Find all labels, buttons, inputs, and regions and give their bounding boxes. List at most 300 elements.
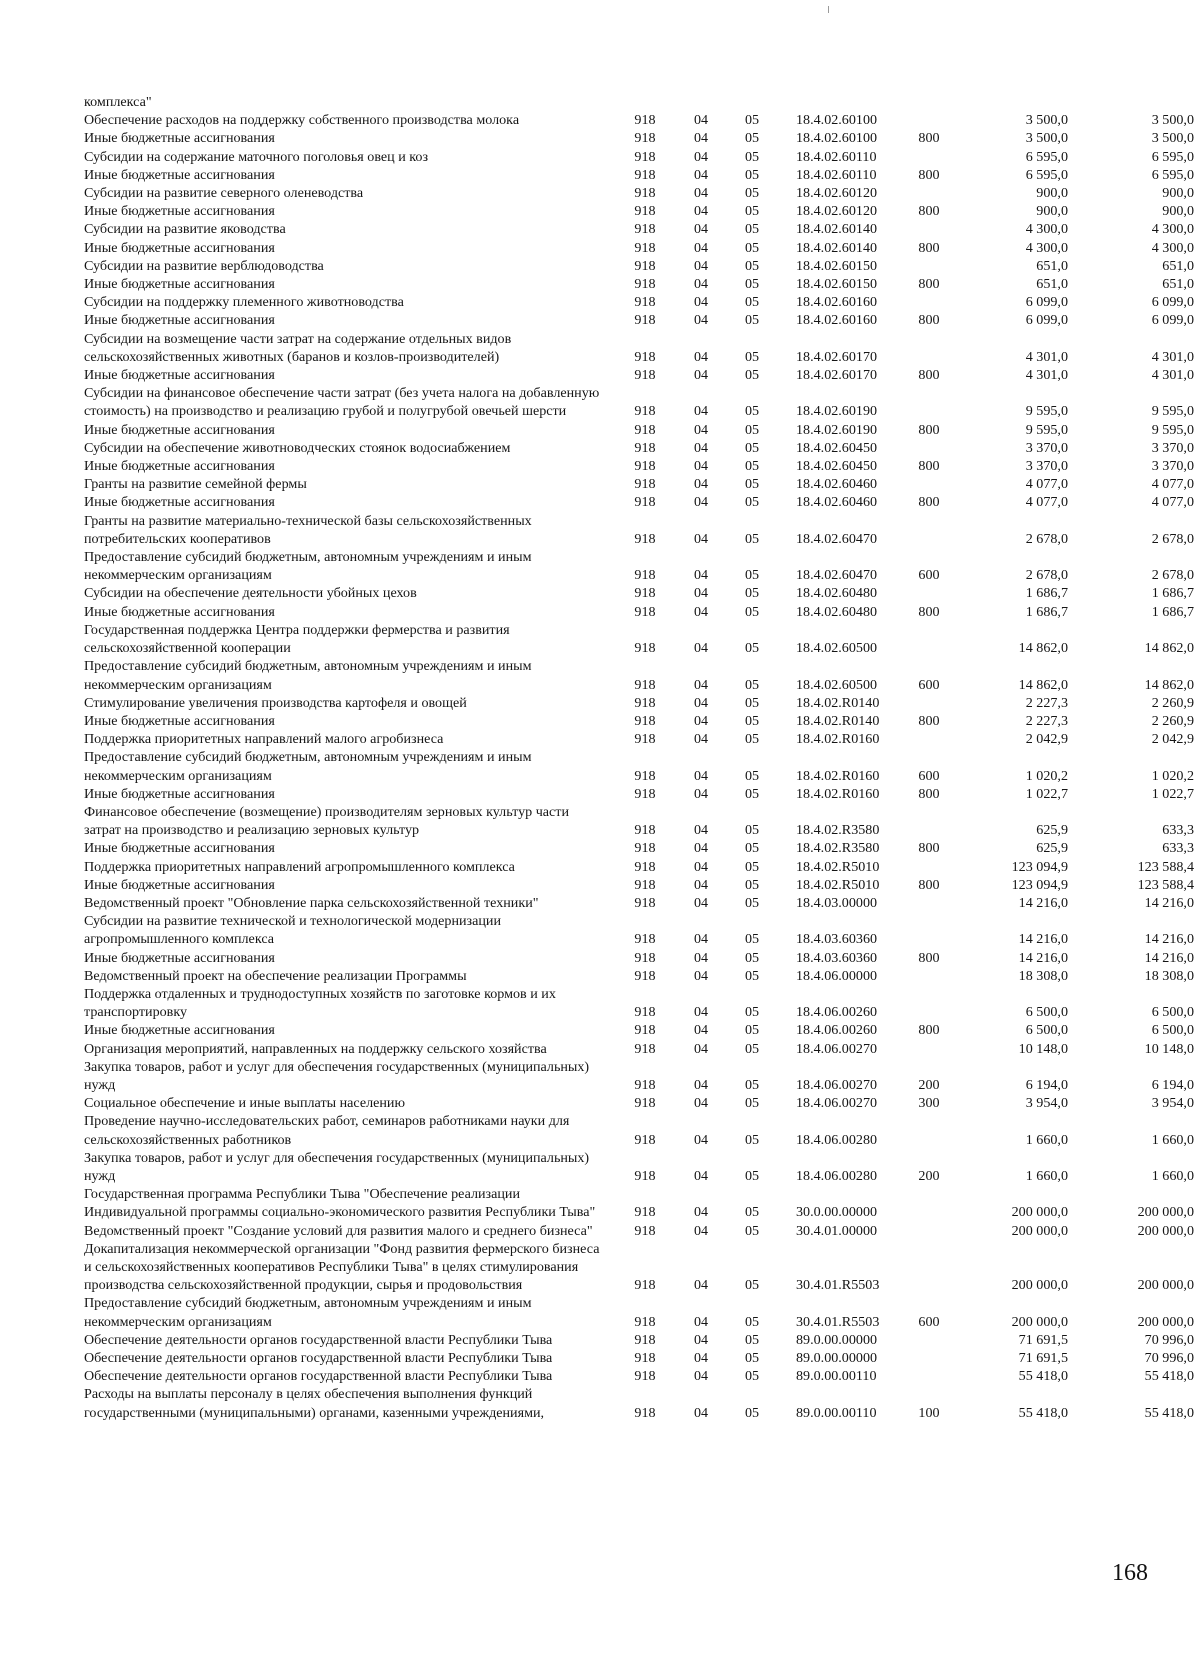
- row-target-article: 18.4.02.60470: [796, 530, 878, 547]
- row-target-article: 18.4.02.60500: [796, 676, 878, 693]
- row-ministry-code: 918: [634, 130, 656, 147]
- row-amount-year-2: 10 148,0: [1144, 1040, 1194, 1057]
- row-name: Иные бюджетные ассигнования: [84, 421, 275, 438]
- row-amount-year-1: 625,9: [1036, 840, 1068, 857]
- row-section-code: 04: [693, 949, 709, 966]
- row-amount-year-2: 4 077,0: [1151, 494, 1194, 511]
- row-subsection-code: 05: [744, 312, 760, 329]
- row-subsection-code: 05: [744, 676, 760, 693]
- row-amount-year-2: 70 996,0: [1144, 1350, 1194, 1367]
- row-amount-year-2: 2 260,9: [1151, 712, 1194, 729]
- table-row: [84, 129, 1194, 147]
- row-target-article: 18.4.02.60110: [796, 148, 877, 165]
- table-row: [84, 657, 1194, 693]
- row-ministry-code: 918: [634, 294, 656, 311]
- row-expense-type: [902, 293, 956, 311]
- row-section-code: 04: [693, 1404, 709, 1421]
- row-target-article: 18.4.02.60170: [796, 348, 878, 365]
- row-expense-type: [902, 621, 956, 657]
- row-section-code: 04: [693, 148, 709, 165]
- row-ministry-code: [614, 93, 676, 111]
- row-target-article: 18.4.02.60140: [796, 221, 878, 238]
- row-section-code: 04: [693, 1131, 709, 1148]
- row-ministry-code: 918: [634, 1404, 656, 1421]
- row-amount-year-2: 6 595,0: [1151, 148, 1194, 165]
- row-target-article: 18.4.02.R0160: [796, 731, 880, 748]
- row-amount-year-1: 9 595,0: [1025, 403, 1068, 420]
- row-section-code: 04: [693, 876, 709, 893]
- row-subsection-code: 05: [744, 1277, 760, 1294]
- row-expense-type: 600: [918, 676, 940, 693]
- row-name: Субсидии на поддержку племенного животноводства: [84, 294, 404, 311]
- row-amount-year-1: 55 418,0: [1018, 1368, 1068, 1385]
- row-section-code: 04: [693, 130, 709, 147]
- row-expense-type: [902, 912, 956, 948]
- row-target-article: 18.4.02.60190: [796, 421, 878, 438]
- row-section-code: [676, 93, 726, 111]
- row-expense-type: 800: [918, 840, 940, 857]
- row-expense-type: 600: [918, 767, 940, 784]
- row-section-code: 04: [693, 567, 709, 584]
- row-name: Предоставление субсидий бюджетным, автономным учреждениям и иным некоммерческим организациям: [84, 658, 532, 693]
- row-subsection-code: 05: [744, 494, 760, 511]
- row-name: комплекса": [84, 94, 152, 110]
- row-amount-year-2: 1 020,2: [1151, 767, 1194, 784]
- row-expense-type: 800: [918, 712, 940, 729]
- row-target-article: 18.4.02.60150: [796, 257, 878, 274]
- row-ministry-code: 918: [634, 676, 656, 693]
- row-target-article: 18.4.06.00270: [796, 1076, 878, 1093]
- row-section-code: 04: [693, 348, 709, 365]
- row-section-code: 04: [693, 239, 709, 256]
- row-target-article: 18.4.02.60450: [796, 439, 878, 456]
- budget-table: [84, 93, 1194, 1422]
- row-ministry-code: 918: [634, 185, 656, 202]
- row-target-article: 30.0.00.00000: [796, 1204, 878, 1221]
- row-expense-type: [902, 384, 956, 420]
- row-name: Иные бюджетные ассигнования: [84, 276, 275, 293]
- row-name: Иные бюджетные ассигнования: [84, 876, 275, 893]
- row-amount-year-1: 3 954,0: [1025, 1095, 1068, 1112]
- row-section-code: 04: [693, 894, 709, 911]
- row-subsection-code: 05: [744, 1167, 760, 1184]
- row-section-code: 04: [693, 530, 709, 547]
- row-amount-year-2: 2 678,0: [1151, 567, 1194, 584]
- row-amount-year-1: 4 077,0: [1025, 476, 1068, 493]
- row-section-code: 04: [693, 967, 709, 984]
- row-section-code: 04: [693, 1040, 709, 1057]
- table-row: [84, 712, 1194, 730]
- table-row: [84, 275, 1194, 293]
- table-row: [84, 1021, 1194, 1039]
- row-ministry-code: 918: [634, 1368, 656, 1385]
- row-ministry-code: 918: [634, 530, 656, 547]
- row-amount-year-1: 14 216,0: [1018, 931, 1068, 948]
- row-name: Иные бюджетные ассигнования: [84, 603, 275, 620]
- row-expense-type: [902, 858, 956, 876]
- row-expense-type: [902, 257, 956, 275]
- row-subsection-code: 05: [744, 567, 760, 584]
- row-section-code: 04: [693, 694, 709, 711]
- row-ministry-code: 918: [634, 949, 656, 966]
- row-expense-type: 800: [918, 130, 940, 147]
- row-section-code: 04: [693, 221, 709, 238]
- row-subsection-code: 05: [744, 840, 760, 857]
- row-expense-type: [902, 803, 956, 839]
- row-amount-year-2: [1074, 93, 1194, 111]
- table-row: [84, 985, 1194, 1021]
- row-target-article: 18.4.02.R3580: [796, 840, 880, 857]
- row-ministry-code: 918: [634, 239, 656, 256]
- row-name: Субсидии на развитие северного оленеводства: [84, 185, 364, 202]
- row-expense-type: [902, 967, 956, 985]
- row-name: Обеспечение расходов на поддержку собственного производства молока: [84, 112, 520, 129]
- row-section-code: 04: [693, 767, 709, 784]
- row-subsection-code: 05: [744, 221, 760, 238]
- row-ministry-code: 918: [634, 458, 656, 475]
- row-ministry-code: 918: [634, 1040, 656, 1057]
- row-amount-year-1: 6 099,0: [1025, 312, 1068, 329]
- row-name: Иные бюджетные ассигнования: [84, 203, 275, 220]
- row-amount-year-1: [956, 93, 1074, 111]
- row-target-article: 18.4.02.60460: [796, 476, 878, 493]
- row-section-code: 04: [693, 276, 709, 293]
- row-section-code: 04: [693, 1350, 709, 1367]
- row-name: Субсидии на возмещение части затрат на содержание отдельных видов сельскохозяйственных животных (баранов и козлов-производителей): [84, 330, 512, 365]
- row-expense-type: 200: [918, 1076, 940, 1093]
- row-subsection-code: 05: [744, 1331, 760, 1348]
- row-subsection-code: 05: [744, 294, 760, 311]
- row-section-code: 04: [693, 166, 709, 183]
- table-row: [84, 894, 1194, 912]
- row-section-code: 04: [693, 676, 709, 693]
- row-target-article: 30.4.01.R5503: [796, 1313, 880, 1330]
- row-expense-type: [902, 512, 956, 548]
- row-section-code: 04: [693, 476, 709, 493]
- row-amount-year-2: 6 595,0: [1151, 166, 1194, 183]
- row-amount-year-1: 2 227,3: [1025, 712, 1068, 729]
- table-row: [84, 421, 1194, 439]
- row-target-article: 18.4.02.60110: [796, 166, 877, 183]
- row-amount-year-2: 4 077,0: [1151, 476, 1194, 493]
- row-subsection-code: 05: [744, 1404, 760, 1421]
- row-ministry-code: 918: [634, 221, 656, 238]
- table-row: [84, 1240, 1194, 1295]
- row-amount-year-1: 9 595,0: [1025, 421, 1068, 438]
- row-amount-year-2: 3 500,0: [1151, 112, 1194, 129]
- row-target-article: 18.4.02.60480: [796, 585, 878, 602]
- row-target-article: 18.4.06.00280: [796, 1131, 878, 1148]
- row-amount-year-1: 10 148,0: [1018, 1040, 1068, 1057]
- row-amount-year-2: 14 216,0: [1144, 949, 1194, 966]
- row-amount-year-2: 1 660,0: [1151, 1131, 1194, 1148]
- row-amount-year-1: 4 301,0: [1025, 367, 1068, 384]
- row-name: Субсидии на обеспечение животноводческих стоянок водосиабжением: [84, 439, 511, 456]
- row-subsection-code: 05: [744, 767, 760, 784]
- table-row: [84, 166, 1194, 184]
- row-expense-type: 800: [918, 785, 940, 802]
- row-expense-type: 800: [918, 494, 940, 511]
- row-amount-year-2: 900,0: [1162, 185, 1194, 202]
- table-row: [84, 1185, 1194, 1221]
- row-amount-year-1: 625,9: [1036, 822, 1068, 839]
- row-target-article: 18.4.02.60160: [796, 294, 878, 311]
- row-target-article: 18.4.02.R5010: [796, 876, 880, 893]
- row-target-article: 18.4.03.60360: [796, 949, 878, 966]
- row-amount-year-2: 123 588,4: [1137, 876, 1194, 893]
- row-target-article: 18.4.02.60120: [796, 185, 878, 202]
- row-amount-year-2: 2 678,0: [1151, 530, 1194, 547]
- row-subsection-code: 05: [744, 203, 760, 220]
- row-subsection-code: 05: [744, 1131, 760, 1148]
- row-name: Иные бюджетные ассигнования: [84, 494, 275, 511]
- row-name: Ведомственный проект "Создание условий для развития малого и среднего бизнеса": [84, 1222, 593, 1239]
- row-target-article: 18.4.02.R0140: [796, 694, 880, 711]
- row-target-article: 89.0.00.00110: [796, 1368, 877, 1385]
- row-subsection-code: 05: [744, 476, 760, 493]
- row-amount-year-2: 55 418,0: [1144, 1404, 1194, 1421]
- row-target-article: 18.4.02.60100: [796, 112, 878, 129]
- row-ministry-code: 918: [634, 840, 656, 857]
- row-amount-year-2: 14 862,0: [1144, 676, 1194, 693]
- row-ministry-code: 918: [634, 1313, 656, 1330]
- row-amount-year-2: 1 686,7: [1151, 585, 1194, 602]
- row-ministry-code: 918: [634, 876, 656, 893]
- row-section-code: 04: [693, 458, 709, 475]
- row-ministry-code: 918: [634, 603, 656, 620]
- row-target-article: 18.4.02.60170: [796, 367, 878, 384]
- row-amount-year-1: 3 500,0: [1025, 112, 1068, 129]
- row-target-article: 18.4.02.60470: [796, 567, 878, 584]
- row-name: Субсидии на финансовое обеспечение части затрат (без учета налога на добавленную стоимость) на производство и реализацию грубой и полугрубой овечьей шерсти: [84, 385, 600, 420]
- table-row: [84, 1040, 1194, 1058]
- row-target-article: 30.4.01.00000: [796, 1222, 878, 1239]
- row-amount-year-1: 900,0: [1036, 185, 1068, 202]
- table-row: [84, 111, 1194, 129]
- row-subsection-code: 05: [744, 530, 760, 547]
- row-expense-type: 800: [918, 367, 940, 384]
- table-row: [84, 384, 1194, 420]
- row-ministry-code: 918: [634, 712, 656, 729]
- row-amount-year-2: 200 000,0: [1137, 1277, 1194, 1294]
- row-amount-year-1: 2 678,0: [1025, 530, 1068, 547]
- row-expense-type: [902, 220, 956, 238]
- row-amount-year-2: 6 099,0: [1151, 312, 1194, 329]
- row-amount-year-1: 6 194,0: [1025, 1076, 1068, 1093]
- row-name: Закупка товаров, работ и услуг для обеспечения государственных (муниципальных) нужд: [84, 1149, 590, 1184]
- table-row: [84, 730, 1194, 748]
- row-expense-type: [902, 985, 956, 1021]
- row-target-article: 18.4.02.60460: [796, 494, 878, 511]
- row-target-article: [778, 93, 902, 111]
- row-name: Иные бюджетные ассигнования: [84, 712, 275, 729]
- table-row: [84, 202, 1194, 220]
- row-amount-year-2: 6 099,0: [1151, 294, 1194, 311]
- row-name: Социальное обеспечение и иные выплаты населению: [84, 1095, 405, 1112]
- table-row: [84, 1094, 1194, 1112]
- row-amount-year-1: 4 300,0: [1025, 239, 1068, 256]
- row-subsection-code: 05: [744, 694, 760, 711]
- row-target-article: 18.4.02.60190: [796, 403, 878, 420]
- row-subsection-code: 05: [744, 640, 760, 657]
- row-section-code: 04: [693, 712, 709, 729]
- row-subsection-code: 05: [744, 894, 760, 911]
- row-subsection-code: 05: [744, 439, 760, 456]
- row-ministry-code: 918: [634, 694, 656, 711]
- row-subsection-code: 05: [744, 403, 760, 420]
- row-amount-year-2: 3 954,0: [1151, 1095, 1194, 1112]
- row-section-code: 04: [693, 931, 709, 948]
- row-section-code: 04: [693, 1095, 709, 1112]
- table-row: [84, 858, 1194, 876]
- row-target-article: 18.4.02.R5010: [796, 858, 880, 875]
- row-subsection-code: 05: [744, 367, 760, 384]
- table-row: [84, 1331, 1194, 1349]
- row-name: Субсидии на развитие верблюдоводства: [84, 257, 324, 274]
- row-name: Иные бюджетные ассигнования: [84, 312, 275, 329]
- row-subsection-code: 05: [744, 1350, 760, 1367]
- row-target-article: 18.4.02.R0140: [796, 712, 880, 729]
- row-name: Иные бюджетные ассигнования: [84, 130, 275, 147]
- row-subsection-code: 05: [744, 421, 760, 438]
- row-ministry-code: 918: [634, 731, 656, 748]
- row-name: Обеспечение деятельности органов государственной власти Республики Тыва: [84, 1331, 553, 1348]
- row-expense-type: [902, 475, 956, 493]
- row-amount-year-1: 6 595,0: [1025, 166, 1068, 183]
- row-subsection-code: 05: [744, 148, 760, 165]
- row-expense-type: 800: [918, 166, 940, 183]
- row-target-article: 89.0.00.00000: [796, 1350, 878, 1367]
- row-amount-year-2: 200 000,0: [1137, 1222, 1194, 1239]
- row-amount-year-1: 651,0: [1036, 276, 1068, 293]
- row-target-article: 18.4.02.R0160: [796, 767, 880, 784]
- row-name: Иные бюджетные ассигнования: [84, 1022, 275, 1039]
- row-ministry-code: 918: [634, 112, 656, 129]
- row-amount-year-2: 14 216,0: [1144, 931, 1194, 948]
- row-expense-type: [902, 584, 956, 602]
- row-expense-type: 800: [918, 203, 940, 220]
- row-subsection-code: 05: [744, 257, 760, 274]
- row-ministry-code: 918: [634, 1022, 656, 1039]
- row-ministry-code: 918: [634, 967, 656, 984]
- row-amount-year-2: 6 194,0: [1151, 1076, 1194, 1093]
- row-amount-year-2: 633,3: [1162, 840, 1194, 857]
- row-amount-year-2: 14 216,0: [1144, 894, 1194, 911]
- row-subsection-code: 05: [744, 603, 760, 620]
- row-subsection-code: 05: [744, 458, 760, 475]
- row-name: Поддержка приоритетных направлений агропромышленного комплекса: [84, 858, 515, 875]
- row-amount-year-1: 14 862,0: [1018, 640, 1068, 657]
- row-name: Иные бюджетные ассигнования: [84, 840, 275, 857]
- row-name: Иные бюджетные ассигнования: [84, 367, 275, 384]
- row-amount-year-1: 6 500,0: [1025, 1022, 1068, 1039]
- row-subsection-code: 05: [744, 166, 760, 183]
- row-amount-year-2: 3 500,0: [1151, 130, 1194, 147]
- row-name: Обеспечение деятельности органов государственной власти Республики Тыва: [84, 1350, 553, 1367]
- table-row: [84, 1349, 1194, 1367]
- row-name: Стимулирование увеличения производства картофеля и овощей: [84, 694, 467, 711]
- row-amount-year-1: 900,0: [1036, 203, 1068, 220]
- row-amount-year-1: 1 022,7: [1025, 785, 1068, 802]
- row-name: Гранты на развитие семейной фермы: [84, 476, 307, 493]
- row-amount-year-2: 1 022,7: [1151, 785, 1194, 802]
- row-section-code: 04: [693, 1277, 709, 1294]
- row-section-code: 04: [693, 840, 709, 857]
- row-name: Гранты на развитие материально-технической базы сельскохозяйственных потребительских кооперативов: [84, 512, 532, 547]
- table-row: [84, 239, 1194, 257]
- row-section-code: 04: [693, 367, 709, 384]
- row-amount-year-1: 1 660,0: [1025, 1167, 1068, 1184]
- row-ministry-code: 918: [634, 439, 656, 456]
- row-expense-type: 600: [918, 567, 940, 584]
- row-name: Иные бюджетные ассигнования: [84, 166, 275, 183]
- row-ministry-code: 918: [634, 1204, 656, 1221]
- row-amount-year-2: 2 260,9: [1151, 694, 1194, 711]
- row-expense-type: [902, 694, 956, 712]
- row-name: Обеспечение деятельности органов государственной власти Республики Тыва: [84, 1368, 553, 1385]
- row-section-code: 04: [693, 1167, 709, 1184]
- table-row: [84, 293, 1194, 311]
- table-row: [84, 512, 1194, 548]
- row-section-code: 04: [693, 1222, 709, 1239]
- table-row: [84, 803, 1194, 839]
- row-ministry-code: 918: [634, 1167, 656, 1184]
- row-amount-year-2: 4 300,0: [1151, 221, 1194, 238]
- row-target-article: 18.4.06.00280: [796, 1167, 878, 1184]
- row-ministry-code: 918: [634, 1095, 656, 1112]
- table-row: [84, 1149, 1194, 1185]
- row-amount-year-1: 71 691,5: [1018, 1331, 1068, 1348]
- row-subsection-code: 05: [744, 858, 760, 875]
- row-ministry-code: 918: [634, 640, 656, 657]
- row-subsection-code: 05: [744, 1368, 760, 1385]
- row-amount-year-1: 3 500,0: [1025, 130, 1068, 147]
- table-row: [84, 220, 1194, 238]
- table-row: [84, 457, 1194, 475]
- row-subsection-code: 05: [744, 1076, 760, 1093]
- row-expense-type: 100: [918, 1404, 940, 1421]
- row-amount-year-1: 1 686,7: [1025, 603, 1068, 620]
- row-amount-year-1: 4 300,0: [1025, 221, 1068, 238]
- row-amount-year-1: 123 094,9: [1011, 858, 1068, 875]
- row-amount-year-1: 6 595,0: [1025, 148, 1068, 165]
- table-row: [84, 912, 1194, 948]
- row-amount-year-1: 200 000,0: [1011, 1277, 1068, 1294]
- row-amount-year-1: 2 042,9: [1025, 731, 1068, 748]
- row-subsection-code: 05: [744, 1222, 760, 1239]
- row-amount-year-1: 3 370,0: [1025, 458, 1068, 475]
- row-amount-year-1: 6 099,0: [1025, 294, 1068, 311]
- row-expense-type: [902, 1040, 956, 1058]
- row-ministry-code: 918: [634, 1222, 656, 1239]
- row-amount-year-1: 1 686,7: [1025, 585, 1068, 602]
- table-row: [84, 548, 1194, 584]
- table-row: [84, 93, 1194, 111]
- row-subsection-code: 05: [744, 967, 760, 984]
- row-expense-type: [902, 1222, 956, 1240]
- row-ministry-code: 918: [634, 1131, 656, 1148]
- row-amount-year-1: 123 094,9: [1011, 876, 1068, 893]
- row-ministry-code: 918: [634, 822, 656, 839]
- table-row: [84, 584, 1194, 602]
- row-expense-type: 800: [918, 949, 940, 966]
- scan-mark: [828, 6, 829, 13]
- row-name: Государственная поддержка Центра поддержки фермерства и развития сельскохозяйственной кооперации: [84, 621, 510, 657]
- row-amount-year-2: 6 500,0: [1151, 1004, 1194, 1021]
- table-row: [84, 603, 1194, 621]
- table-row: [84, 1222, 1194, 1240]
- row-section-code: 04: [693, 1313, 709, 1330]
